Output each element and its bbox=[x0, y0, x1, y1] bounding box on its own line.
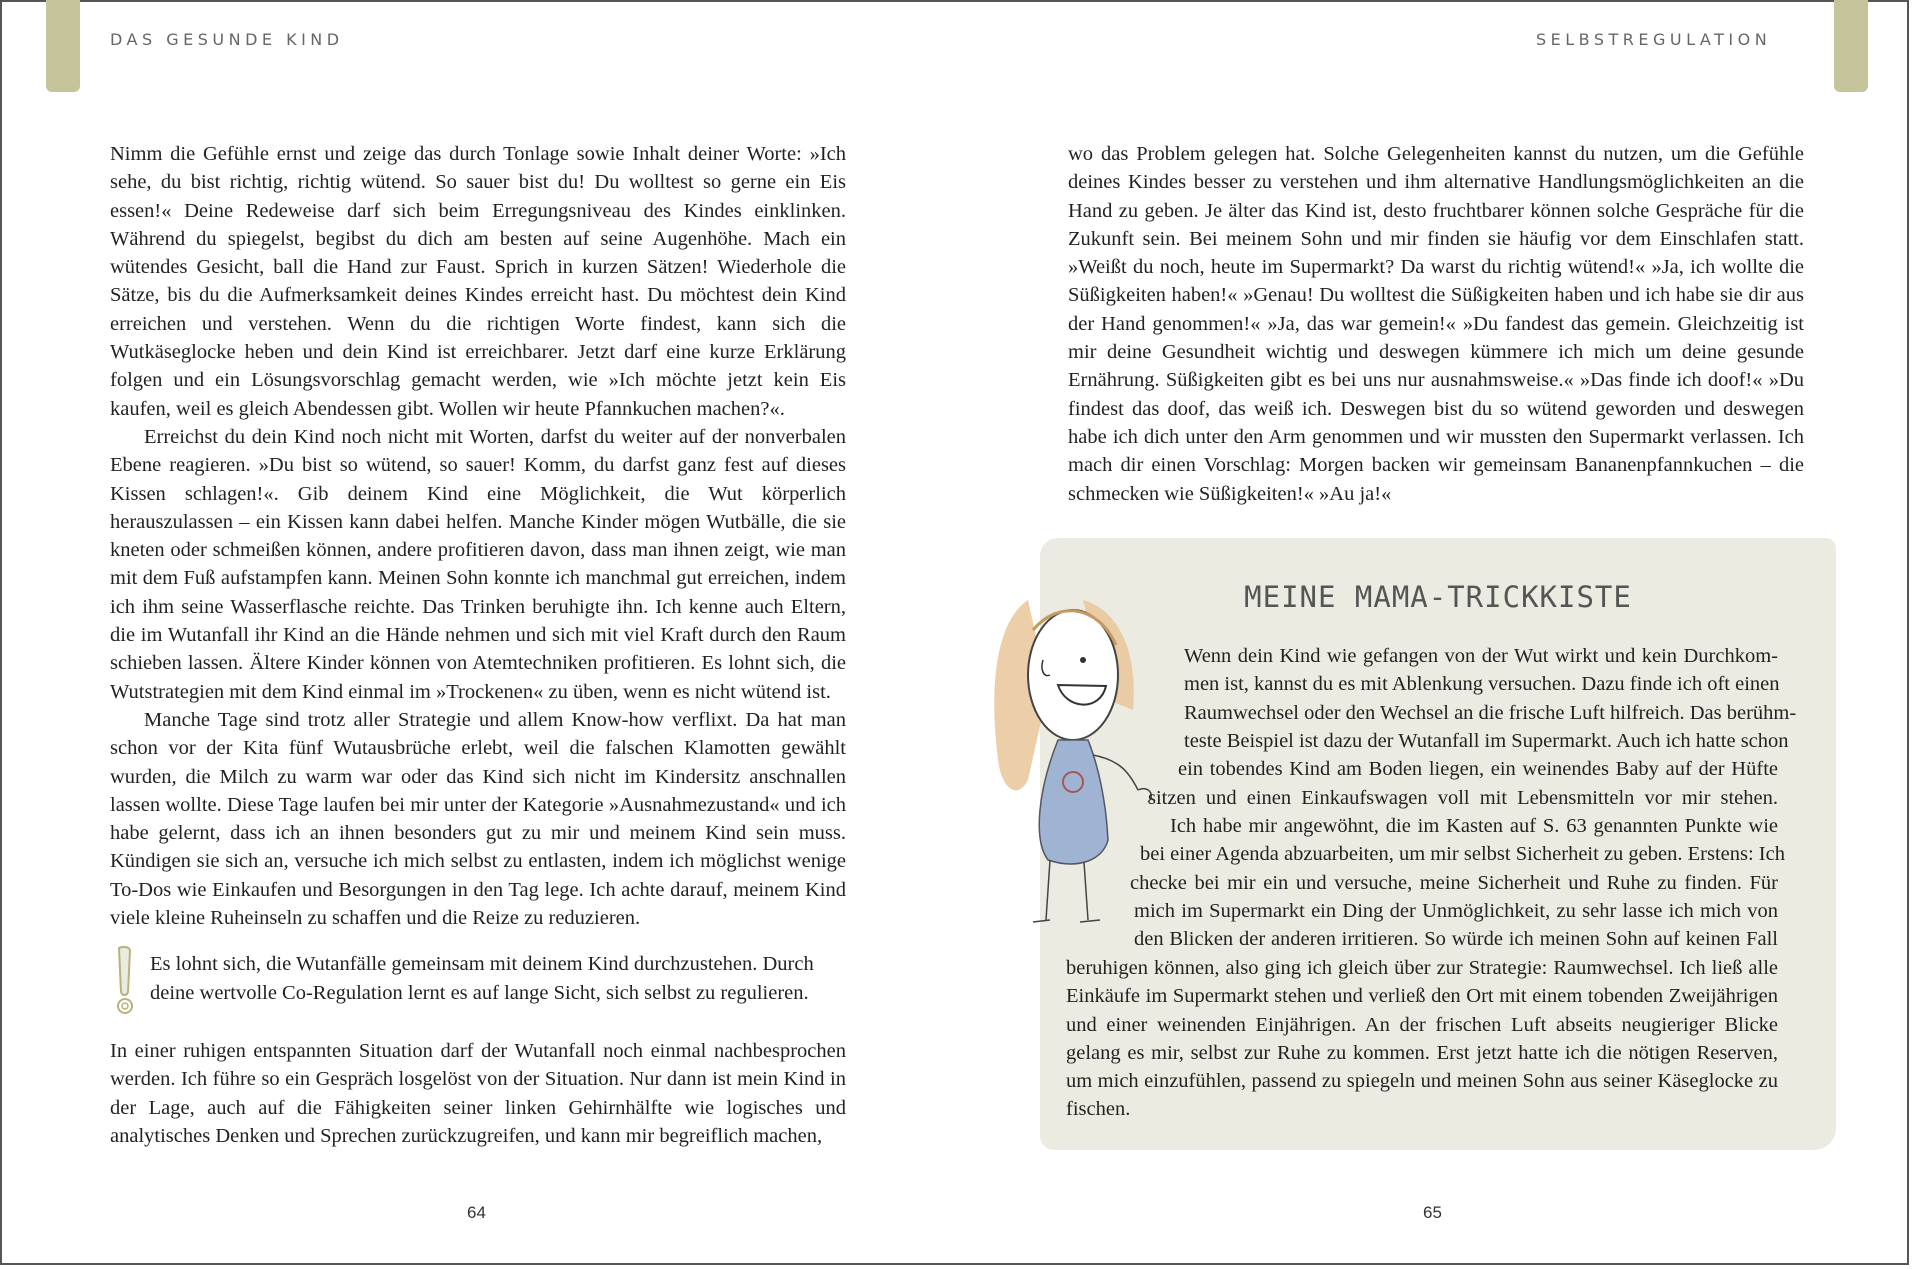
tip-text: Es lohnt sich, die Wutanfälle gemeinsam mit deinem Kind durchzustehen. Durch deine wertvolle Co-Regulation lernt es auf lange Sicht, sich selbst zu regulieren. bbox=[150, 953, 814, 1004]
running-head-right: SELBSTREGULATION bbox=[1536, 30, 1772, 49]
trick-box-title: MEINE MAMA-TRICKKISTE bbox=[1244, 580, 1632, 614]
box-line-5: ein tobendes Kind am Boden liegen, ein weinendes Baby auf der Hüfte bbox=[1178, 758, 1778, 780]
box-line-1: Wenn dein Kind wie gefangen von der Wut wirkt und kein Durchkom- bbox=[1184, 645, 1778, 667]
left-paragraph-3: Manche Tage sind trotz aller Strategie und allem Know-how verflixt. Da hat man schon vor der Kita fünf Wutausbrüche erlebt, weil die falschen Klamotten gewählt wurden, die Milch zu warm war oder das Kind sich nicht im Kindersitz anschnallen lassen wollte. Diese Tage laufen bei mir unter der Kategorie »Ausnahmezustand« und ich habe gelernt, dass ich an ihnen besonders gut zu mir und meinem Kind sein muss. Kündigen sie sich an, versuche ich mich selbst zu entlasten, indem ich möglichst wenige To-Dos wie Einkaufen und Besorgungen in den Tag lege. Ich achte darauf, meinem Kind viele kleine Ruheinseln zu schaffen und die Reize zu reduzieren. bbox=[110, 708, 846, 930]
tip-callout bbox=[110, 950, 846, 1020]
box-text-rest: beruhigen können, also ging ich gleich über zur Strategie: Raumwechsel. Ich ließ alle Einkäufe im Supermarkt stehen und verließ den Ort mit einem tobenden Zweijährigen und einer weinenden Einjährigen. An der frischen Luft abseits neugieriger Blicke gelang es mir, selbst zur Ruhe zu kommen. Erst jetzt hatte ich die nötigen Reserven, um mich einzufühlen, passend zu spiegeln und meinen Sohn aus seiner Käseglocke zu fischen. bbox=[1066, 957, 1778, 1121]
box-line-9: checke bei mir ein und versuche, meine Sicherheit und Ruhe zu finden. Für bbox=[1130, 872, 1778, 894]
page-number-left: 64 bbox=[467, 1203, 486, 1222]
right-page-body bbox=[1068, 140, 1804, 508]
left-tab-marker bbox=[46, 0, 80, 92]
box-line-11: den Blicken der anderen irritieren. So würde ich meinen Sohn auf keinen Fall bbox=[1134, 928, 1778, 950]
left-page-body bbox=[110, 140, 846, 932]
right-paragraph-1: wo das Problem gelegen hat. Solche Gelegenheiten kannst du nutzen, um die Gefühle deines Kindes besser zu verstehen und ihm alternative Handlungsmöglichkeiten an die Hand zu geben. Je älter das Kind ist, desto fruchtbarer können solche Gespräche für die Zukunft sein. Bei meinem Sohn und mir finden sie häufig vor dem Einschlafen statt. »Weißt du noch, heute im Supermarkt? Da warst du richtig wütend!« »Ja, ich wollte die Süßigkeiten haben!« »Genau! Du wolltest die Süßigkeiten haben und ich habe sie dir aus der Hand genommen!« »Ja, das war gemein!« »Du fandest das gemein. Gleichzeitig ist mir deine Gesundheit wichtig und deswegen kümmere ich mich um deine gesunde Ernährung. Süßigkeiten gibt es bei uns nur ausnahmsweise.« »Das finde ich doof!« »Du findest das doof, das weiß ich. Deswegen bist du so wütend geworden und deswegen habe ich dich unter den Arm genommen und wir mussten den Supermarkt verlassen. Ich mach dir einen Vorschlag: Morgen backen wir gemeinsam Bananenpfannkuchen – die schmecken wie Süßigkeiten!« »Au ja!« bbox=[1068, 143, 1804, 505]
box-line-6: sitzen und einen Einkaufswagen voll mit Lebensmitteln vor mir stehen. bbox=[1148, 787, 1778, 809]
exclamation-icon bbox=[110, 944, 140, 1024]
right-tab-marker bbox=[1834, 0, 1868, 92]
box-line-8: bei einer Agenda abzuarbeiten, um mir selbst Sicherheit zu geben. Erstens: Ich bbox=[1140, 843, 1785, 865]
box-line-3: Raumwechsel oder den Wechsel an die frische Luft hilfreich. Das berühm- bbox=[1184, 702, 1797, 724]
box-line-4: teste Beispiel ist dazu der Wutanfall im Supermarkt. Auch ich hatte schon bbox=[1184, 730, 1789, 752]
running-head-left: DAS GESUNDE KIND bbox=[110, 30, 344, 49]
box-line-7: Ich habe mir angewöhnt, die im Kasten auf S. 63 genannten Punkte wie bbox=[1170, 815, 1778, 837]
left-paragraph-4: In einer ruhigen entspannten Situation darf der Wutanfall noch einmal nachbesprochen werden. Ich führe so ein Gespräch losgelöst von der Situation. Nur dann ist mein Kind in der Lage, auch auf die Fähigkeiten seiner linken Gehirnhälfte wie logisches und analytisches Denken und Sprechen zurückzugreifen, und kann mir begreiflich machen, bbox=[110, 1040, 846, 1147]
box-line-10: mich im Supermarkt ein Ding der Unmöglichkeit, zu sehr lasse ich mich von bbox=[1134, 900, 1778, 922]
box-line-2: men ist, kannst du es mit Ablenkung versuchen. Dazu finde ich oft einen bbox=[1184, 673, 1780, 695]
page-number-right: 65 bbox=[1423, 1203, 1442, 1222]
left-paragraph-1: Nimm die Gefühle ernst und zeige das durch Tonlage sowie Inhalt deiner Worte: »Ich sehe, du bist richtig, richtig wütend. So sauer bist du! Du wolltest so gerne ein Eis essen!« Deine Redeweise darf sich beim Erregungsniveau des Kindes einklinken. Während du spiegelst, begibst du dich am besten auf seine Augenhöhe. Mach ein wütendes Gesicht, ball die Hand zur Faust. Sprich in kurzen Sätzen! Wiederhole die Sätze, bis du die Aufmerksamkeit deines Kindes erreicht hast. Du möchtest dein Kind erreichen und verstehen. Wenn du die richtigen Worte findest, kann sich die Wutkäseglocke heben und dein Kind ist erreichbarer. Jetzt darf eine kurze Erklärung folgen und ein Lösungsvorschlag gemacht werden, wie »Ich möchte jetzt kein Eis kaufen, weil es gleich Abendessen gibt. Wollen wir heute Pfannkuchen machen?«. bbox=[110, 143, 846, 420]
left-page-continued bbox=[110, 1037, 846, 1150]
left-paragraph-2: Erreichst du dein Kind noch nicht mit Worten, darfst du weiter auf der nonverbalen Ebene reagieren. »Du bist so wütend, so sauer! Komm, du darfst ganz fest auf dieses Kissen schlagen!«. Gib deinem Kind eine Möglichkeit, die Wut körperlich herauszulassen – ein Kissen kann dabei helfen. Manche Kinder mögen Wutbälle, die sie kneten oder schmeißen können, andere profitieren davon, dass man ihnen zeigt, wie man mit dem Fuß aufstampfen kann. Meinen Sohn konnte ich manchmal gut erreichen, indem ich ihm seine Wasserflasche reichte. Das Trinken beruhigte ihn. Ich kenne auch Eltern, die im Wutanfall ihr Kind an die Hände nehmen und sich mit viel Kraft durch den Raum schieben lassen. Ältere Kinder können von Atemtechniken profitieren. Es lohnt sich, die Wutstrategien mit dem Kind einmal im »Trockenen« zu üben, wenn es nicht wütend ist. bbox=[110, 425, 846, 703]
